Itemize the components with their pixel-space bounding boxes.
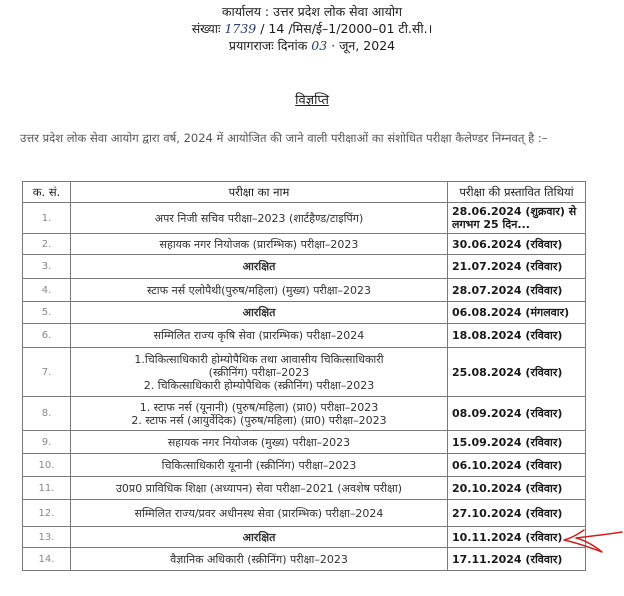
exam-name-line: 2. स्टाफ नर्स (आयुर्वेदिक) (पुरुष/महिला) (प्रा0) परीक्षा–2023 <box>131 413 387 427</box>
table-row <box>23 302 586 324</box>
serial-cell: 1. <box>23 203 71 234</box>
table-row <box>23 500 586 527</box>
exam-name-cell: स्टाफ नर्स एलोपैथी(पुरुष/महिला) (मुख्य) परीक्षा–2023 <box>71 279 448 302</box>
exam-date-cell: 25.08.2024 (रविवार) <box>448 348 586 397</box>
exam-date-cell: 15.09.2024 (रविवार) <box>448 431 586 454</box>
place-date-line <box>0 38 624 54</box>
exam-date-cell: 30.06.2024 (रविवार) <box>448 234 586 255</box>
serial-cell: 6. <box>23 324 71 348</box>
exam-name-cell <box>71 397 448 431</box>
table-row <box>23 548 586 571</box>
exam-date-cell: 17.11.2024 (रविवार) <box>448 548 586 571</box>
serial-cell: 14. <box>23 548 71 571</box>
table-row <box>23 203 586 234</box>
exam-date-cell: 06.08.2024 (मंगलवार) <box>448 302 586 324</box>
exam-name-cell: सहायक नगर नियोजक (प्रारम्भिक) परीक्षा–2023 <box>71 234 448 255</box>
office-heading: कार्यालय : उत्तर प्रदेश लोक सेवा आयोग <box>221 4 403 19</box>
intro-paragraph: उत्तर प्रदेश लोक सेवा आयोग द्वारा वर्ष, 2024 में आयोजित की जाने वाली परीक्षाओं का संशोधित परीक्षा कैलेण्डर निम्नवत् है :– <box>20 131 548 145</box>
exam-date-cell: 20.10.2024 (रविवार) <box>448 477 586 500</box>
hand-drawn-arrow-icon <box>562 528 624 568</box>
reference-suffix: / 14 /मिस/ई–1/2000–01 टी.सी.। <box>260 21 433 36</box>
serial-cell: 7. <box>23 348 71 397</box>
exam-calendar-table <box>22 181 586 571</box>
exam-name-cell: वैज्ञानिक अधिकारी (स्क्रीनिंग) परीक्षा–2023 <box>71 548 448 571</box>
exam-date-cell: 21.07.2024 (रविवार) <box>448 255 586 279</box>
exam-date-cell: 10.11.2024 (रविवार) <box>448 527 586 548</box>
reference-prefix: संख्याः <box>191 21 221 36</box>
serial-cell: 13. <box>23 527 71 548</box>
table-row <box>23 255 586 279</box>
notice-title: विज्ञप्ति <box>295 93 329 108</box>
table-row <box>23 234 586 255</box>
place-prefix: प्रयागराजः दिनांक <box>228 38 308 53</box>
table-row <box>23 454 586 477</box>
date-handwritten-day: 03 <box>311 38 328 53</box>
exam-name-cell: सम्मिलित राज्य/प्रवर अधीनस्थ सेवा (प्रारम्भिक) परीक्षा–2024 <box>71 500 448 527</box>
serial-cell: 3. <box>23 255 71 279</box>
exam-name-cell: उ0प्र0 प्राविधिक शिक्षा (अध्यापन) सेवा परीक्षा–2021 (अवशेष परीक्षा) <box>71 477 448 500</box>
exam-name-cell: आरक्षित <box>71 527 448 548</box>
table-row <box>23 477 586 500</box>
exam-name-line: 2. चिकित्साधिकारी होम्योपैथिक (स्क्रीनिंग) परीक्षा–2023 <box>143 378 375 392</box>
exam-date-cell: 27.10.2024 (रविवार) <box>448 500 586 527</box>
exam-date-cell: 28.07.2024 (रविवार) <box>448 279 586 302</box>
exam-name-line: 1. स्टाफ नर्स (यूनानी) (पुरुष/महिला) (प्रा0) परीक्षा–2023 <box>139 400 379 414</box>
exam-name-line: 1.चिकित्साधिकारी होम्योपैथिक तथा आवासीय चिकित्साधिकारी <box>134 352 384 366</box>
exam-name-cell: सम्मिलित राज्य कृषि सेवा (प्रारम्भिक) परीक्षा–2024 <box>71 324 448 348</box>
reference-number <box>0 21 624 37</box>
exam-name-cell: आरक्षित <box>71 255 448 279</box>
serial-header: क. सं. <box>23 182 71 203</box>
exam-name-cell: आरक्षित <box>71 302 448 324</box>
serial-cell: 5. <box>23 302 71 324</box>
exam-name-header: परीक्षा का नाम <box>71 182 448 203</box>
exam-date-cell: 08.09.2024 (रविवार) <box>448 397 586 431</box>
serial-cell: 8. <box>23 397 71 431</box>
serial-cell: 2. <box>23 234 71 255</box>
serial-cell: 11. <box>23 477 71 500</box>
table-row <box>23 397 586 431</box>
exam-name-line: (स्क्रीनिंग) परीक्षा–2023 <box>208 365 310 379</box>
table-row <box>23 348 586 397</box>
table-row <box>23 324 586 348</box>
exam-name-cell <box>71 348 448 397</box>
proposed-date-header: परीक्षा की प्रस्तावित तिथियां <box>448 182 586 203</box>
table-row <box>23 431 586 454</box>
reference-handwritten-number: 1739 <box>224 21 257 36</box>
date-suffix: · जून, 2024 <box>331 38 396 53</box>
exam-name-cell: अपर निजी सचिव परीक्षा–2023 (शार्टहैण्ड/टाइपिंग) <box>71 203 448 234</box>
table-header-row <box>23 182 586 203</box>
exam-date-cell: 18.08.2024 (रविवार) <box>448 324 586 348</box>
serial-cell: 12. <box>23 500 71 527</box>
table-row <box>23 279 586 302</box>
exam-date-cell: 28.06.2024 (शुक्रवार) से लगभग 25 दिन... <box>448 203 586 234</box>
table-row <box>23 527 586 548</box>
exam-name-cell: सहायक नगर नियोजक (मुख्य) परीक्षा–2023 <box>71 431 448 454</box>
serial-cell: 9. <box>23 431 71 454</box>
serial-cell: 10. <box>23 454 71 477</box>
exam-date-cell: 06.10.2024 (रविवार) <box>448 454 586 477</box>
exam-name-cell: चिकित्साधिकारी यूनानी (स्क्रीनिंग) परीक्षा–2023 <box>71 454 448 477</box>
serial-cell: 4. <box>23 279 71 302</box>
